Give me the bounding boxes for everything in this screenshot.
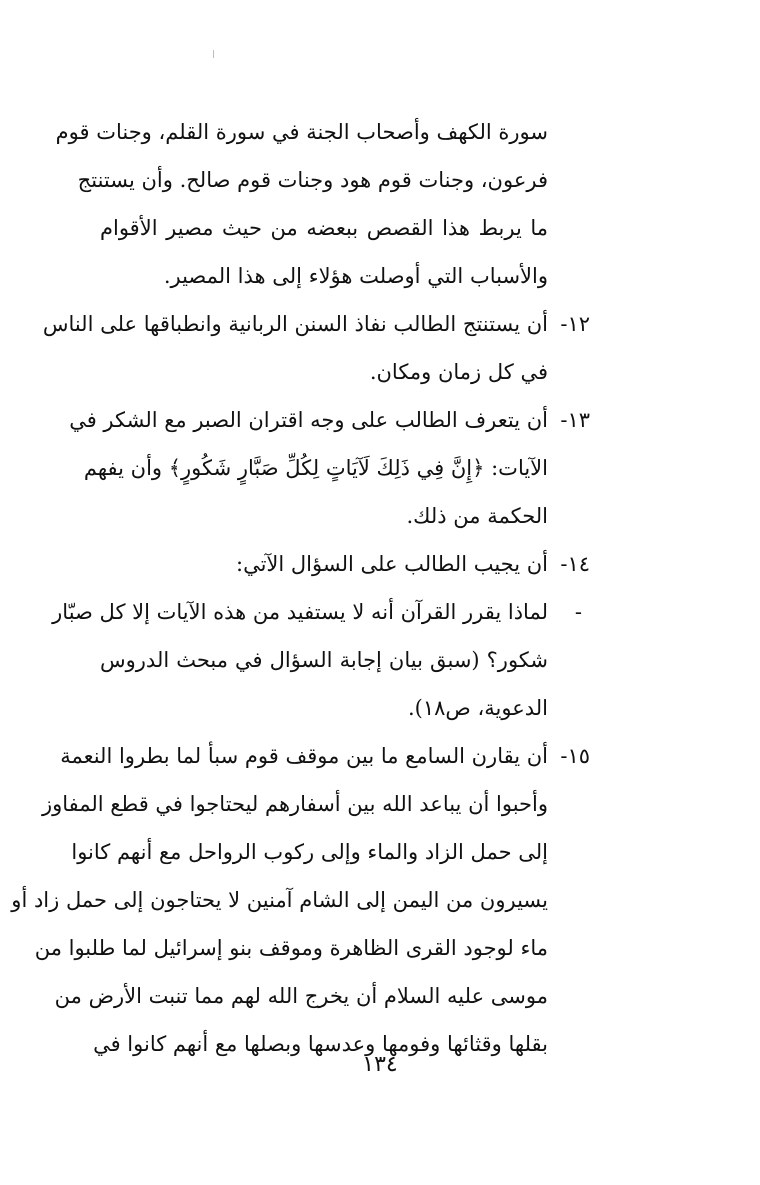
line-text: إلى حمل الزاد والماء وإلى ركوب الرواحل مع أنهم كانوا: [71, 840, 548, 864]
line-text: والأسباب التي أوصلت هؤلاء إلى هذا المصير.: [163, 264, 548, 288]
line-text: أن يتعرف الطالب على وجه اقتران الصبر مع الشكر في: [69, 408, 548, 432]
quran-verse-line: [83, 444, 590, 492]
text-line: [34, 924, 590, 972]
line-text: أن يجيب الطالب على السؤال الآتي:: [236, 552, 548, 576]
text-line: [100, 348, 590, 396]
scan-mark: [213, 50, 214, 58]
text-line: [41, 780, 590, 828]
text-line: [100, 204, 590, 252]
line-text: في كل زمان ومكان.: [369, 360, 548, 384]
item-number: ١٥-: [560, 744, 590, 768]
line-text: بقلها وقثائها وفومها وعدسها وبصلها مع أنهم كانوا في: [93, 1032, 548, 1056]
line-text: شكور؟ (سبق بيان إجابة السؤال في مبحث الدروس: [100, 648, 548, 672]
text-line: [100, 252, 590, 300]
line-text: أن يقارن السامع ما بين موقف قوم سبأ لما بطروا النعمة: [60, 744, 548, 768]
line-text: الدعوية، ص١٨).: [407, 696, 548, 720]
body-text: [11, 108, 590, 1068]
dash-marker: -: [574, 600, 582, 624]
line-text: ماء لوجود القرى الظاهرة وموقف بنو إسرائيل لما طلبوا من: [34, 936, 548, 960]
text-line: [54, 972, 590, 1020]
text-line: [71, 828, 590, 876]
item-number: ١٢-: [560, 312, 590, 336]
text-line: [55, 108, 590, 156]
line-text: سورة الكهف وأصحاب الجنة في سورة القلم، وجنات قوم: [55, 120, 548, 144]
line-text: يسيرون من اليمن إلى الشام آمنين لا يحتاجون إلى حمل زاد أو: [11, 888, 548, 912]
text-line: [100, 636, 590, 684]
numbered-item-13: [69, 396, 590, 444]
line-text: أن يستنتج الطالب نفاذ السنن الربانية وانطباقها على الناس: [42, 312, 548, 336]
text-line: [100, 684, 590, 732]
line-text: ما يربط هذا القصص ببعضه من حيث مصير الأقوام: [100, 216, 548, 240]
page-number: ١٣٤: [362, 1052, 398, 1077]
item-number: ١٤-: [560, 552, 590, 576]
line-text: الآيات: ﴿إِنَّ فِي ذَلِكَ لَآيَاتٍ لِكُلِّ صَبَّارٍ شَكُورٍ﴾ وأن يفهم: [83, 456, 548, 480]
line-text: الحكمة من ذلك.: [406, 504, 548, 528]
numbered-item-12: [42, 300, 590, 348]
numbered-item-15: [60, 732, 590, 780]
item-number: ١٣-: [560, 408, 590, 432]
text-line: [100, 492, 590, 540]
text-line: [77, 156, 590, 204]
line-text: فرعون، وجنات قوم هود وجنات قوم صالح. وأن يستنتج: [77, 168, 548, 192]
text-line: [11, 876, 590, 924]
line-text: وأحبوا أن يباعد الله بين أسفارهم ليحتاجوا في قطع المفاوز: [41, 792, 548, 816]
line-text: موسى عليه السلام أن يخرج الله لهم مما تنبت الأرض من: [54, 984, 548, 1008]
dash-item: [52, 588, 590, 636]
numbered-item-14: [100, 540, 590, 588]
line-text: لماذا يقرر القرآن أنه لا يستفيد من هذه الآيات إلا كل صبّار: [52, 600, 548, 624]
